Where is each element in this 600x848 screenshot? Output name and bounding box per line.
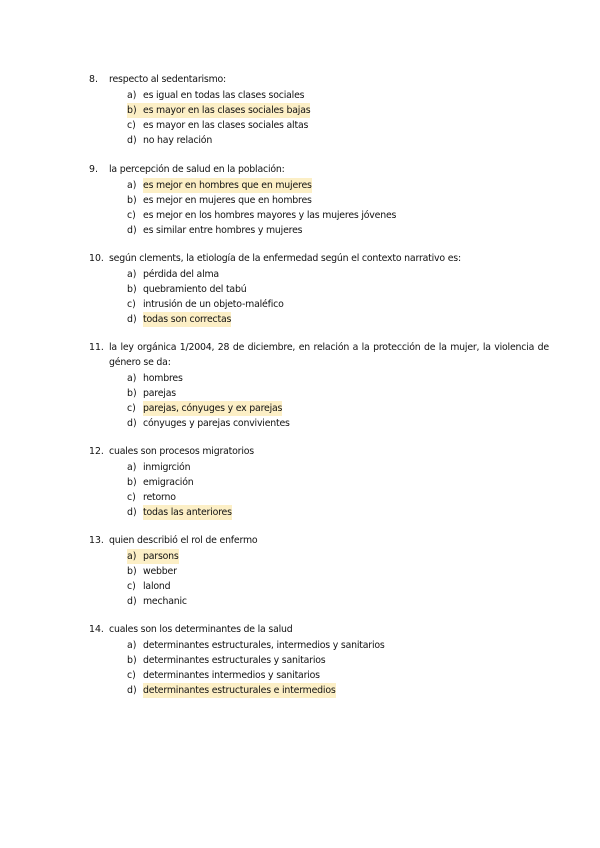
option-text: es mayor en las clases sociales altas xyxy=(143,120,309,131)
option-letter: b) xyxy=(127,388,137,399)
option-letter: d) xyxy=(127,135,137,146)
option-text: intrusión de un objeto-maléfico xyxy=(143,299,284,310)
option-d xyxy=(89,416,549,431)
question-number: 12. xyxy=(89,446,104,457)
option-b xyxy=(89,475,549,490)
question-text: respecto al sedentarismo: xyxy=(109,74,226,85)
question-text: la ley orgánica 1/2004, 28 de diciembre, en relación a la protección de la mujer, la violencia de género se da: xyxy=(109,342,549,368)
option-letter: c) xyxy=(127,403,136,414)
option-text-highlighted: todas las anteriores xyxy=(143,507,232,518)
option-letter: a) xyxy=(127,180,137,191)
question-text: cuales son los determinantes de la salud xyxy=(109,624,293,635)
option-letter: b) xyxy=(127,566,137,577)
option-text-highlighted: es mayor en las clases sociales bajas xyxy=(143,105,311,116)
option-d xyxy=(89,223,549,238)
question-11 xyxy=(89,340,549,431)
option-text: cónyuges y parejas convivientes xyxy=(143,418,290,429)
option-c xyxy=(89,668,549,683)
option-b xyxy=(89,282,549,297)
option-a xyxy=(89,88,549,103)
option-text: inmigrción xyxy=(143,462,191,473)
question-number: 11. xyxy=(89,342,104,353)
option-text-highlighted: determinantes estructurales e intermedios xyxy=(143,685,336,696)
question-text: cuales son procesos migratorios xyxy=(109,446,254,457)
option-text: emigración xyxy=(143,477,194,488)
option-letter: a) xyxy=(127,90,137,101)
option-a xyxy=(89,371,549,386)
option-c xyxy=(89,579,549,594)
option-d xyxy=(89,683,549,698)
option-letter: a) xyxy=(127,373,137,384)
option-text: hombres xyxy=(143,373,183,384)
option-a xyxy=(89,460,549,475)
option-letter: d) xyxy=(127,685,137,696)
option-letter: d) xyxy=(127,596,137,607)
question-12 xyxy=(89,444,549,520)
option-text: webber xyxy=(143,566,177,577)
option-text: es similar entre hombres y mujeres xyxy=(143,225,303,236)
option-b xyxy=(89,193,549,208)
option-letter: a) xyxy=(127,640,137,651)
option-text: es igual en todas las clases sociales xyxy=(143,90,305,101)
option-d xyxy=(89,594,549,609)
option-d xyxy=(89,133,549,148)
question-text: quien describió el rol de enfermo xyxy=(109,535,258,546)
option-d xyxy=(89,505,549,520)
option-letter: b) xyxy=(127,103,143,118)
question-10 xyxy=(89,251,549,327)
option-text: pérdida del alma xyxy=(143,269,219,280)
option-text-highlighted: parejas, cónyuges y ex parejas xyxy=(143,403,283,414)
question-text: la percepción de salud en la población: xyxy=(109,164,285,175)
option-letter: c) xyxy=(127,670,136,681)
question-text: según clements, la etiología de la enfermedad según el contexto narrativo es: xyxy=(109,253,461,264)
option-letter: b) xyxy=(127,284,137,295)
option-letter: a) xyxy=(127,549,143,564)
question-14 xyxy=(89,622,549,698)
option-text: determinantes estructurales y sanitarios xyxy=(143,655,326,666)
option-a xyxy=(89,638,549,653)
option-letter: d) xyxy=(127,507,137,518)
option-b xyxy=(89,653,549,668)
option-text: es mejor en mujeres que en hombres xyxy=(143,195,312,206)
option-letter: c) xyxy=(127,299,136,310)
option-text: determinantes estructurales, intermedios y sanitarios xyxy=(143,640,385,651)
option-c xyxy=(89,490,549,505)
option-letter: a) xyxy=(127,462,137,473)
option-letter: c) xyxy=(127,210,136,221)
option-b xyxy=(89,386,549,401)
option-text: retorno xyxy=(143,492,176,503)
option-letter: b) xyxy=(127,195,137,206)
question-13 xyxy=(89,533,549,609)
option-text: lalond xyxy=(143,581,171,592)
option-a xyxy=(89,549,549,564)
option-text-highlighted: todas son correctas xyxy=(143,314,232,325)
option-c xyxy=(89,297,549,312)
option-a xyxy=(89,178,549,193)
question-number: 13. xyxy=(89,535,104,546)
option-letter: a) xyxy=(127,269,137,280)
option-letter: d) xyxy=(127,225,137,236)
option-a xyxy=(89,267,549,282)
question-9 xyxy=(89,162,549,238)
option-text: quebramiento del tabú xyxy=(143,284,247,295)
option-letter: b) xyxy=(127,655,137,666)
option-c xyxy=(89,401,549,416)
option-letter: d) xyxy=(127,418,137,429)
option-b xyxy=(89,103,549,118)
option-d xyxy=(89,312,549,327)
option-letter: b) xyxy=(127,477,137,488)
question-number: 10. xyxy=(89,253,104,264)
option-text: parejas xyxy=(143,388,176,399)
option-text-highlighted: parsons xyxy=(143,551,179,562)
option-text: mechanic xyxy=(143,596,187,607)
option-c xyxy=(89,118,549,133)
option-text: es mejor en los hombres mayores y las mujeres jóvenes xyxy=(143,210,397,221)
option-letter: c) xyxy=(127,581,136,592)
option-b xyxy=(89,564,549,579)
question-number: 14. xyxy=(89,624,104,635)
option-c xyxy=(89,208,549,223)
option-letter: d) xyxy=(127,314,137,325)
option-letter: c) xyxy=(127,492,136,503)
option-text-highlighted: es mejor en hombres que en mujeres xyxy=(143,180,312,191)
option-text: determinantes intermedios y sanitarios xyxy=(143,670,320,681)
option-letter: c) xyxy=(127,120,136,131)
question-number: 8. xyxy=(89,74,98,85)
option-text: no hay relación xyxy=(143,135,213,146)
question-number: 9. xyxy=(89,164,98,175)
question-8 xyxy=(89,72,549,148)
